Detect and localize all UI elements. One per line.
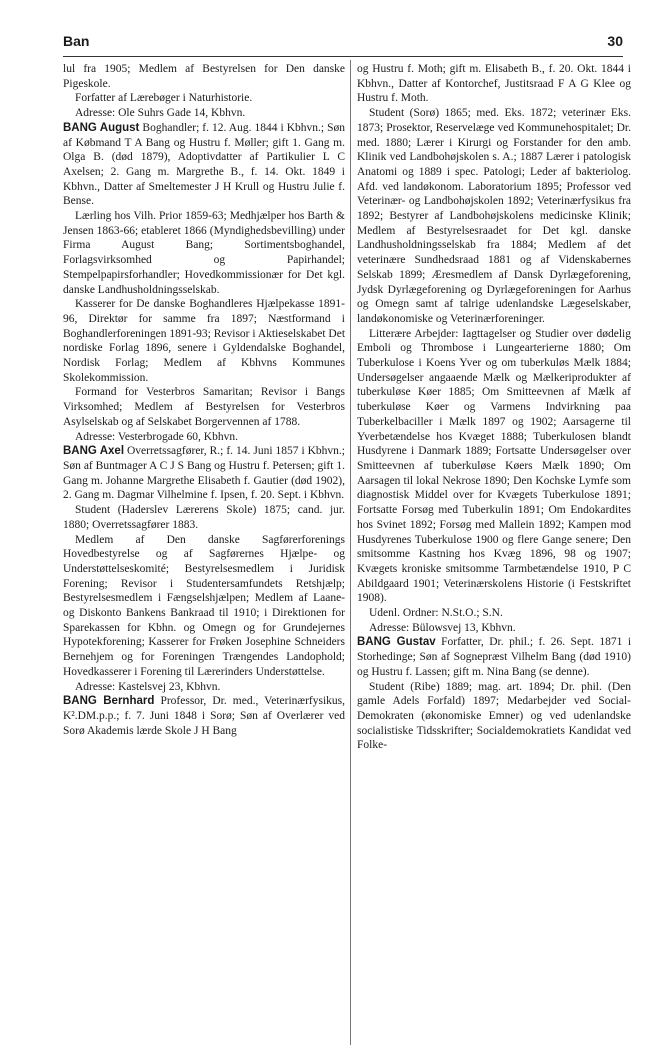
entry-text: Litterære Arbejder: Iagttagelser og Studier over dødelig Emboli og Thrombose i Lungearterierne 1880; Om Tuberkulose i Koens Yver og om tuberkuløs Mælk 1884; Undersøgelser angaaende Mælk og Mælkeriprodukter af tuberkuløse Køer 1885; Om Smitteevnen af Mælk af tuberkuløse Køer og Varmens Indvirkning paa Tuberkelbaciller i Mælk 1897 og 1902; Aarsagerne til Yverbetændelse hos Kvæget 1888; Tuberkulosen blandt Husdyrene i Danmark 1889; Fortsatte Undersøgelser over Smitteevnen af tuberkuløse Køers Mælk 1890; Om Aarsagen til lokal Nekrose 1890; Den Kochske Lymfe som diagnostisk Middel over for Kvægets Tuberkulose 1891; Fortsatte Forsøg med Tuberkulin 1891; Om Endokardites hos Svinet 1892; Forsøg med Mallein 1892; Kampen mod Husdyrenes Tuberkulose 1900 og flere Gange senere; Den smitsomme Kastning hos Kvæg 1896, 98 og 1907; Kvægets kroniske smitsomme Tarmbetændelse 1910, P C Abildgaard 1901; Veterinærskolens Historie (i Festskriftet 1908). bbox=[357, 327, 631, 605]
entry-text: og Hustru f. Moth; gift m. Elisabeth B., f. 20. Okt. 1844 i Kbhvn., Datter af Kontorchef, Justitsraad F A G Klee og Hustru f. Moth. bbox=[357, 63, 631, 105]
entry-text: Udenl. Ordner: N.St.O.; S.N. bbox=[369, 607, 503, 620]
page-number: 30 bbox=[607, 33, 623, 49]
left-column bbox=[63, 62, 345, 738]
paragraph bbox=[63, 106, 345, 121]
paragraph bbox=[63, 694, 345, 738]
entry-text: Lærling hos Vilh. Prior 1859-63; Medhjælper hos Barth & Jensen 1863-66; etableret 1866 (Myndighedsbevilling) under Firma August Bang; Sortimentsboghandel, Forlagsvirksomhed og Papirhandel; Stempelpapirsforhandler; Hovedkommissionær for Det kgl. danske Landhusholdningsselskab. bbox=[63, 210, 345, 296]
entry-text: Adresse: Vesterbrogade 60, Kbhvn. bbox=[75, 430, 238, 443]
entry-text: Forfatter, Dr. phil.; f. 26. Sept. 1871 i Storhedinge; Søn af Sognepræst Vilhelm Bang (død 1910) og Hustru f. Lassen; gift m. Nina Bang (se denne). bbox=[357, 636, 632, 678]
paragraph bbox=[357, 680, 631, 754]
right-column bbox=[357, 62, 631, 753]
entry-text: Medlem af Den danske Sagførerforenings Hovedbestyrelse og af Sagførernes Hjælpe- og Understøttelseskomité; Bestyrelsesmedlem i Juridisk Forening; Revisor i Studentersamfundets Retshjælp; Bestyrelsesmedlem i Fængselshjælpen; Medlem af Laane- og Diskonto Bankens Bankraad til 1910; i Direktionen for Sparekassen for Kbhn. og Omegn og for Grundejernes Hypotekforening; Kasserer for Frøken Josephine Schneiders Bernehjem og for Foreningen Trængendes Landophold; Hovedkasserer i Forening til Lærerinders Understøttelse. bbox=[63, 533, 345, 678]
column-separator bbox=[350, 60, 351, 1045]
paragraph bbox=[357, 327, 631, 606]
entry-text: Professor, Dr. med., Veterinærfysikus, K².DM.p.p.; f. 7. Juni 1848 i Sorø; Søn af Overlærer ved Sorø Akademis lærde Skole J H Bang bbox=[63, 695, 345, 737]
entry-text: Kasserer for De danske Boghandleres Hjælpekasse 1891-96, Direktør for samme fra 1897; Næstformand i Boghandlerforeningen 1891-93; Revisor i Aktieselskabet Det nordiske Forlag 1896, senere i Gyldendalske Boghandel, Nordisk Forlag; Medlem af Kbhvns Kommunes Skolekommission. bbox=[63, 298, 346, 384]
entry-text: lul fra 1905; Medlem af Bestyrelsen for Den danske Pigeskole. bbox=[63, 63, 345, 90]
entry-headword: BANG August bbox=[63, 121, 140, 134]
paragraph bbox=[63, 385, 345, 429]
paragraph bbox=[357, 62, 631, 106]
paragraph bbox=[357, 606, 631, 621]
entry-headword: BANG Gustav bbox=[357, 636, 436, 649]
entry-text: Overretssagfører, R.; f. 14. Juni 1857 i Kbhvn.; Søn af Buntmager A C J S Bang og Hustru f. Petersen; gift 1. Gang m. Johanne Margrethe Elisabeth f. Gautier (død 1902), 2. Gang m. Dagmar Vilhelmine f. Ipsen, f. 20. Sept. i Kbhvn. bbox=[63, 445, 345, 502]
entry-text: Formand for Vesterbros Samaritan; Revisor i Bangs Virksomhed; Medlem af Bestyrelsen for Vesterbros Asylselskab og af Selskabet Borgervennen af 1788. bbox=[63, 386, 345, 428]
entry-headword: BANG Bernhard bbox=[63, 695, 155, 708]
entry-text: Student (Haderslev Lærerens Skole) 1875; cand. jur. 1880; Overretssagfører 1883. bbox=[63, 504, 345, 531]
header-rule bbox=[63, 56, 623, 57]
paragraph bbox=[357, 621, 631, 636]
entry-text: Adresse: Kastelsvej 23, Kbhvn. bbox=[75, 680, 221, 693]
paragraph bbox=[63, 444, 345, 503]
paragraph bbox=[357, 635, 631, 679]
paragraph bbox=[63, 91, 345, 106]
paragraph bbox=[63, 121, 345, 209]
paragraph bbox=[63, 297, 345, 385]
paragraph bbox=[63, 62, 345, 91]
paragraph bbox=[63, 430, 345, 445]
entry-text: Forfatter af Lærebøger i Naturhistorie. bbox=[75, 92, 253, 105]
paragraph bbox=[63, 533, 345, 680]
paragraph bbox=[63, 503, 345, 532]
paragraph bbox=[357, 106, 631, 327]
entry-text: Adresse: Ole Suhrs Gade 14, Kbhvn. bbox=[75, 107, 246, 120]
paragraph bbox=[63, 680, 345, 695]
running-head: Ban bbox=[63, 33, 90, 49]
entry-headword: BANG Axel bbox=[63, 445, 125, 458]
entry-text: Student (Ribe) 1889; mag. art. 1894; Dr. phil. (Den gamle Adels Forfald) 1897; Medarbejder ved Social-Demokraten (økonomiske Emner) og ved udenlandske socialistiske Tidsskrifter; Socialdemokratiets Kandidat ved Folke- bbox=[357, 680, 631, 752]
page-header bbox=[63, 33, 623, 51]
paragraph bbox=[63, 209, 345, 297]
entry-text: Student (Sorø) 1865; med. Eks. 1872; veterinær Eks. 1873; Prosektor, Reservelæge ved Kommunehospitalet; Dr. med. 1880; Lærer i Kirurgi og Forstander for den amb. Klinik ved Landbohøjskolen s. A.; 1887 Lærer i patologisk Anatomi og 1889 i spec. Patologi; Leder af bakteriolog. Afd. ved landøkonom. Laboratorium 1895; Professor ved Veterinær- og Landbohøjskolen 1892; Veterinærfysikus fra 1892; Bestyrer af Landbohøjskolens medicinske Klinik; Medlem af Bestyrelsesraadet for Det kgl. danske Landhusholdningsselskab fra 1884; Medlem af det veterinære Sundhedsraad 1881 og af Videnskabernes Selskab 1899; Æresmedlem af Dansk Dyrlægeforening, Jydsk Dyrlægeforening og Dyrlægeforeningen for Aarhus og Omegn samt af talrige udenlandske Lægeselskaber, landøkonomiske og Veterinærforeninger. bbox=[357, 107, 631, 325]
entry-text: Boghandler; f. 12. Aug. 1844 i Kbhvn.; Søn af Købmand T A Bang og Hustru f. Møller; gift 1. Gang m. Olga B. (død 1879), Adoptivdatter af Partikulier L C Axelsen; 2. Gang m. Margrethe B., f. 14. Okt. 1849 i Kbhvn., Datter af Smeltemester J H Krull og Hustru Julie f. Bense. bbox=[63, 121, 346, 208]
entry-text: Adresse: Bülowsvej 13, Kbhvn. bbox=[369, 621, 516, 634]
